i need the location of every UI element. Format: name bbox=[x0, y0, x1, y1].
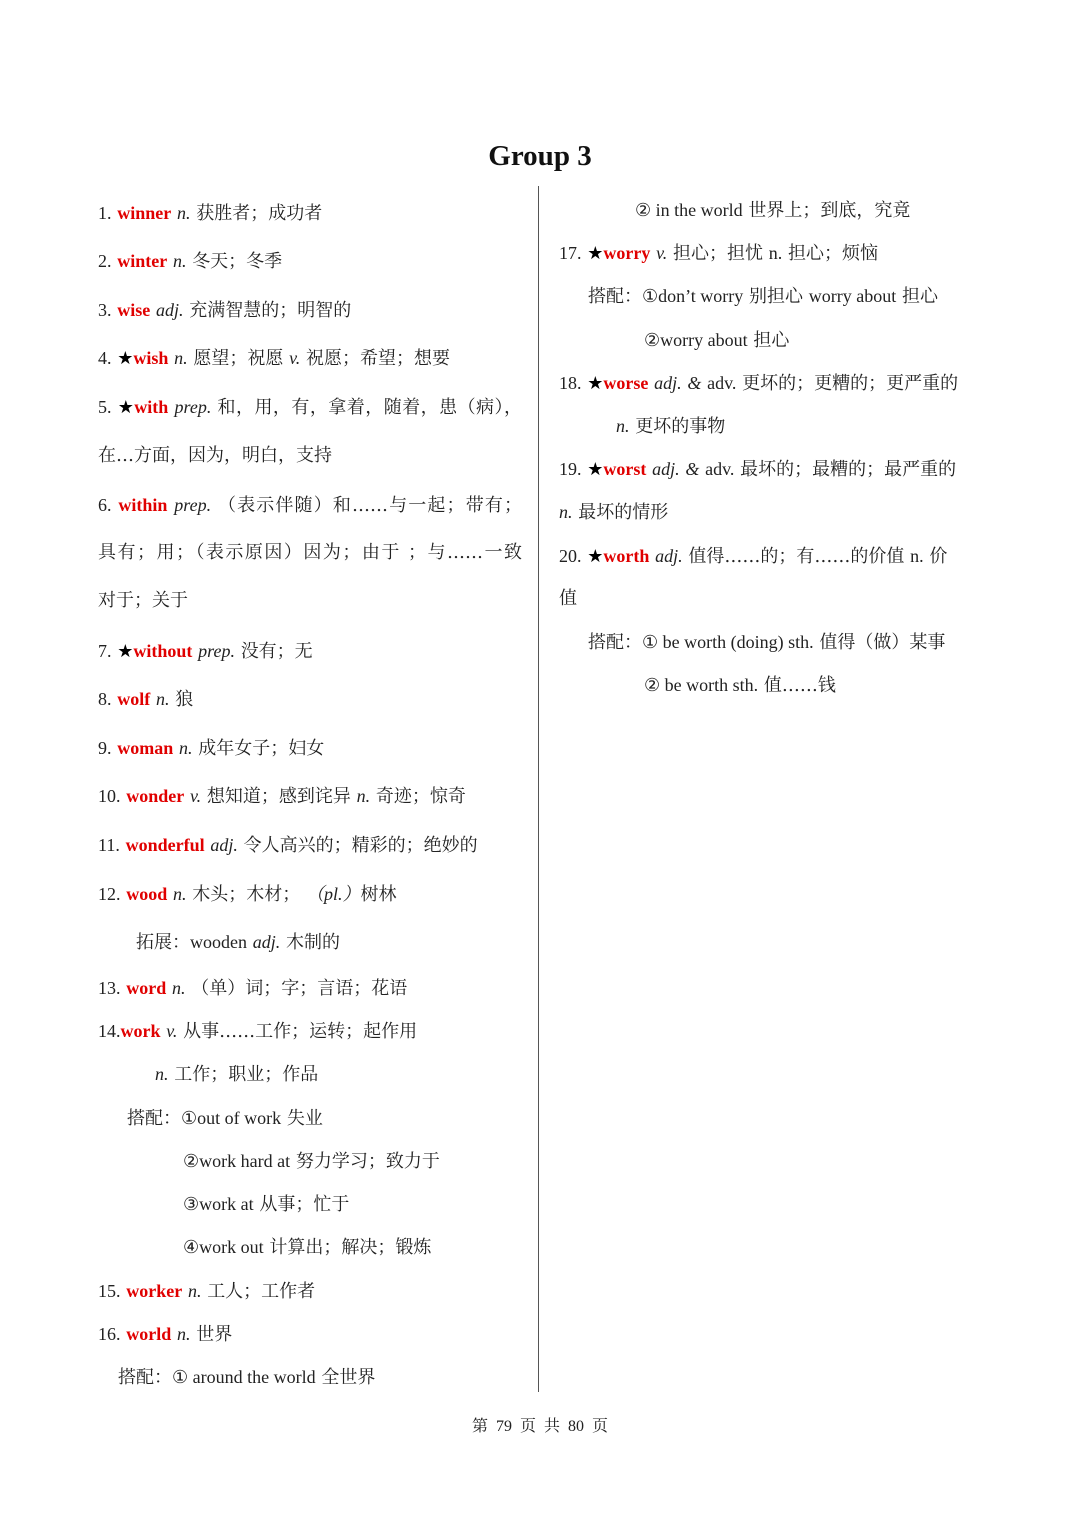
collocation-phrase: ② in the world bbox=[635, 200, 743, 220]
entry-16 bbox=[98, 1322, 232, 1347]
entry-18 bbox=[559, 371, 958, 396]
collocation-meaning: 世界上；到底，究竟 bbox=[748, 200, 911, 221]
headword: worry bbox=[603, 243, 651, 263]
entry-6-continued: 对于；关于 bbox=[98, 590, 188, 611]
definition: 更坏的事物 bbox=[635, 416, 726, 437]
star-icon: ★ bbox=[117, 348, 134, 369]
entry-1 bbox=[98, 201, 322, 226]
extension-label: 拓展： bbox=[136, 932, 190, 953]
headword: worth bbox=[603, 546, 650, 566]
headword: wood bbox=[126, 884, 168, 904]
part-of-speech: n. bbox=[187, 1281, 202, 1301]
headword: work bbox=[120, 1021, 161, 1041]
star-icon: ★ bbox=[587, 546, 604, 567]
entry-5-continued: 在…方面，因为，明白，支持 bbox=[98, 445, 332, 466]
headword: wise bbox=[117, 300, 151, 320]
part-of-speech: prep. bbox=[198, 641, 235, 661]
entry-3 bbox=[98, 298, 351, 323]
definition: 值得……的；有……的价值 bbox=[688, 546, 905, 567]
entry-number: 5. bbox=[98, 397, 112, 417]
entry-12 bbox=[98, 882, 396, 907]
part-of-speech: n. bbox=[155, 1064, 169, 1084]
entry-number: 8. bbox=[98, 689, 112, 709]
collocation-2 bbox=[644, 328, 789, 353]
headword: wonderful bbox=[125, 835, 205, 855]
collocation-2 bbox=[183, 1149, 440, 1174]
headword: within bbox=[118, 495, 168, 515]
footer-text: 共 bbox=[544, 1416, 561, 1435]
definition: 最坏的；最糟的；最严重的 bbox=[740, 459, 957, 480]
entry-number: 15. bbox=[98, 1281, 121, 1301]
total-page-number: 80 bbox=[568, 1418, 585, 1435]
ampersand: & bbox=[687, 373, 702, 393]
star-icon: ★ bbox=[587, 243, 604, 264]
collocation-label: 搭配： bbox=[588, 632, 642, 653]
collocation-phrase: ①out of work bbox=[181, 1108, 282, 1128]
part-of-speech: n. bbox=[768, 243, 783, 263]
collocation-meaning: 努力学习；致力于 bbox=[295, 1151, 440, 1172]
definition: （表示伴随）和……与一起；带有； bbox=[217, 495, 522, 516]
collocation-phrase: ③work at bbox=[183, 1194, 254, 1214]
entry-2 bbox=[98, 249, 282, 274]
definition: 和，用，有，拿着，随着，患（病）， bbox=[217, 397, 522, 418]
collocation-meaning: 担心 bbox=[901, 286, 938, 307]
entry-13 bbox=[98, 976, 407, 1001]
definition: 木头；木材； bbox=[192, 884, 301, 905]
entry-17 bbox=[559, 241, 878, 266]
entry-number: 13. bbox=[98, 978, 121, 998]
definition: 令人高兴的；精彩的；绝妙的 bbox=[243, 835, 478, 856]
plural-note: （pl.） bbox=[305, 884, 361, 904]
definition: 最坏的情形 bbox=[578, 502, 669, 523]
entry-14 bbox=[98, 1019, 417, 1044]
entry-number: 20. bbox=[559, 546, 582, 566]
definition: 木制的 bbox=[285, 932, 340, 953]
collocation-meaning: 值……钱 bbox=[763, 675, 836, 696]
part-of-speech: prep. bbox=[174, 397, 212, 417]
star-icon: ★ bbox=[117, 397, 135, 418]
collocation-label: 搭配： bbox=[127, 1108, 181, 1129]
entry-6 bbox=[98, 493, 522, 518]
headword: worst bbox=[603, 459, 647, 479]
entry-number: 11. bbox=[98, 835, 120, 855]
star-icon: ★ bbox=[117, 641, 134, 662]
entry-number: 2. bbox=[98, 251, 112, 271]
entry-number: 9. bbox=[98, 738, 112, 758]
collocation-2 bbox=[644, 673, 836, 698]
definition: 工作；职业；作品 bbox=[174, 1064, 319, 1085]
definition: 工人；工作者 bbox=[207, 1281, 316, 1302]
entry-11 bbox=[98, 833, 478, 858]
definition: 担心；担忧 bbox=[672, 243, 763, 264]
entry-20 bbox=[559, 544, 947, 569]
part-of-speech: adj. bbox=[210, 835, 238, 855]
collocation-1 bbox=[118, 1365, 375, 1390]
collocation-1 bbox=[588, 630, 945, 655]
part-of-speech: n. bbox=[178, 738, 193, 758]
definition: 祝愿；希望；想要 bbox=[305, 348, 450, 369]
entry-19 bbox=[559, 457, 956, 482]
headword: worse bbox=[603, 373, 649, 393]
definition: 价 bbox=[929, 546, 948, 567]
part-of-speech: adj. bbox=[654, 373, 682, 393]
definition: 更坏的；更糟的；更严重的 bbox=[742, 373, 959, 394]
entry-7 bbox=[98, 639, 313, 664]
headword: worker bbox=[126, 1281, 183, 1301]
definition: 没有；无 bbox=[240, 641, 313, 662]
definition: 冬天；冬季 bbox=[192, 251, 283, 272]
collocation-phrase: ②work hard at bbox=[183, 1151, 291, 1171]
part-of-speech: adj. bbox=[252, 932, 281, 952]
entry-12-extension bbox=[136, 930, 340, 955]
footer-text: 页 bbox=[592, 1416, 609, 1435]
part-of-speech: v. bbox=[189, 786, 202, 806]
entry-number: 10. bbox=[98, 786, 121, 806]
collocation-meaning: 从事；忙于 bbox=[259, 1194, 350, 1215]
collocation-phrase: ④work out bbox=[183, 1237, 264, 1257]
collocation-3 bbox=[183, 1192, 349, 1217]
entry-10 bbox=[98, 784, 466, 809]
entry-number: 17. bbox=[559, 243, 582, 263]
part-of-speech: n. bbox=[356, 786, 371, 806]
part-of-speech: n. bbox=[559, 502, 573, 522]
headword: wonder bbox=[126, 786, 185, 806]
entry-number: 1. bbox=[98, 203, 112, 223]
definition: 充满智慧的；明智的 bbox=[189, 300, 352, 321]
entry-20-continued: 值 bbox=[559, 588, 577, 609]
part-of-speech: n. bbox=[910, 546, 924, 566]
star-icon: ★ bbox=[587, 459, 604, 480]
entry-19-noun bbox=[559, 500, 668, 525]
part-of-speech: adj. bbox=[652, 459, 680, 479]
entry-18-noun bbox=[616, 414, 725, 439]
collocation-phrase: ②worry about bbox=[644, 330, 748, 350]
star-icon: ★ bbox=[587, 373, 604, 394]
entry-6-continued: 具有；用；（表示原因）因为；由于 ；与……一致 bbox=[98, 542, 522, 563]
headword: with bbox=[134, 397, 169, 417]
entry-8 bbox=[98, 687, 193, 712]
definition: 愿望；祝愿 bbox=[193, 348, 284, 369]
entry-number: 7. bbox=[98, 641, 112, 661]
entry-number: 18. bbox=[559, 373, 582, 393]
definition: 世界 bbox=[196, 1324, 233, 1345]
part-of-speech: prep. bbox=[174, 495, 212, 515]
entry-9 bbox=[98, 736, 324, 761]
page-title: Group 3 bbox=[488, 140, 592, 172]
footer-text: 页 bbox=[519, 1416, 536, 1435]
part-of-speech: adv. bbox=[705, 459, 735, 479]
collocation-phrase: ① around the world bbox=[172, 1367, 316, 1387]
collocation-meaning: 失业 bbox=[286, 1108, 323, 1129]
collocation-label: 搭配： bbox=[118, 1367, 172, 1388]
column-divider bbox=[538, 186, 539, 1392]
definition: 树林 bbox=[360, 884, 397, 905]
collocation-1 bbox=[588, 284, 938, 309]
part-of-speech: adv. bbox=[707, 373, 737, 393]
entry-number: 4. bbox=[98, 348, 112, 368]
definition: 成年女子；妇女 bbox=[198, 738, 325, 759]
headword: wish bbox=[133, 348, 169, 368]
part-of-speech: n. bbox=[174, 348, 188, 368]
definition: 从事……工作；运转；起作用 bbox=[183, 1021, 418, 1042]
entry-number: 3. bbox=[98, 300, 112, 320]
definition: 想知道；感到诧异 bbox=[206, 786, 351, 807]
part-of-speech: n. bbox=[172, 884, 187, 904]
part-of-speech: n. bbox=[171, 978, 186, 998]
headword: winner bbox=[117, 203, 172, 223]
part-of-speech: v. bbox=[166, 1021, 178, 1041]
ampersand: & bbox=[685, 459, 700, 479]
entry-15 bbox=[98, 1279, 315, 1304]
entry-number: 16. bbox=[98, 1324, 121, 1344]
definition: （单）词；字；言语；花语 bbox=[191, 978, 408, 999]
collocation-phrase: ①don’t worry bbox=[642, 286, 744, 306]
headword: wolf bbox=[117, 689, 151, 709]
entry-number: 6. bbox=[98, 495, 112, 515]
collocation-2 bbox=[635, 198, 910, 223]
part-of-speech: n. bbox=[172, 251, 187, 271]
collocation-meaning: 值得（做）某事 bbox=[819, 632, 946, 653]
entry-14-noun bbox=[155, 1062, 318, 1087]
current-page-number: 79 bbox=[495, 1418, 512, 1435]
definition: 奇迹；惊奇 bbox=[375, 786, 466, 807]
footer-text: 第 bbox=[471, 1416, 488, 1435]
collocation-meaning: 计算出；解决；锻炼 bbox=[269, 1237, 432, 1258]
part-of-speech: n. bbox=[176, 1324, 191, 1344]
entry-5 bbox=[98, 395, 522, 420]
definition: 获胜者；成功者 bbox=[196, 203, 323, 224]
headword: without bbox=[133, 641, 193, 661]
collocation-1 bbox=[127, 1106, 323, 1131]
collocation-phrase: worry about bbox=[808, 286, 897, 306]
page-footer bbox=[0, 1413, 1080, 1436]
entry-number: 14. bbox=[98, 1021, 121, 1041]
extension-word: wooden bbox=[190, 932, 247, 952]
collocation-label: 搭配： bbox=[588, 286, 642, 307]
headword: world bbox=[126, 1324, 172, 1344]
collocation-4 bbox=[183, 1235, 431, 1260]
part-of-speech: v. bbox=[656, 243, 668, 263]
collocation-meaning: 担心 bbox=[753, 330, 790, 351]
part-of-speech: adj. bbox=[155, 300, 184, 320]
entry-number: 19. bbox=[559, 459, 582, 479]
headword: winter bbox=[117, 251, 168, 271]
headword: woman bbox=[117, 738, 174, 758]
entry-number: 12. bbox=[98, 884, 121, 904]
entry-4 bbox=[98, 346, 450, 371]
part-of-speech: n. bbox=[616, 416, 630, 436]
collocation-meaning: 别担心 bbox=[749, 286, 804, 307]
collocation-phrase: ② be worth sth. bbox=[644, 675, 759, 695]
headword: word bbox=[126, 978, 167, 998]
definition: 担心；烦恼 bbox=[787, 243, 878, 264]
definition: 狼 bbox=[175, 689, 194, 710]
part-of-speech: n. bbox=[155, 689, 170, 709]
collocation-phrase: ① be worth (doing) sth. bbox=[642, 632, 814, 652]
collocation-meaning: 全世界 bbox=[321, 1367, 376, 1388]
part-of-speech: n. bbox=[176, 203, 191, 223]
part-of-speech: adj. bbox=[655, 546, 683, 566]
part-of-speech: v. bbox=[289, 348, 301, 368]
